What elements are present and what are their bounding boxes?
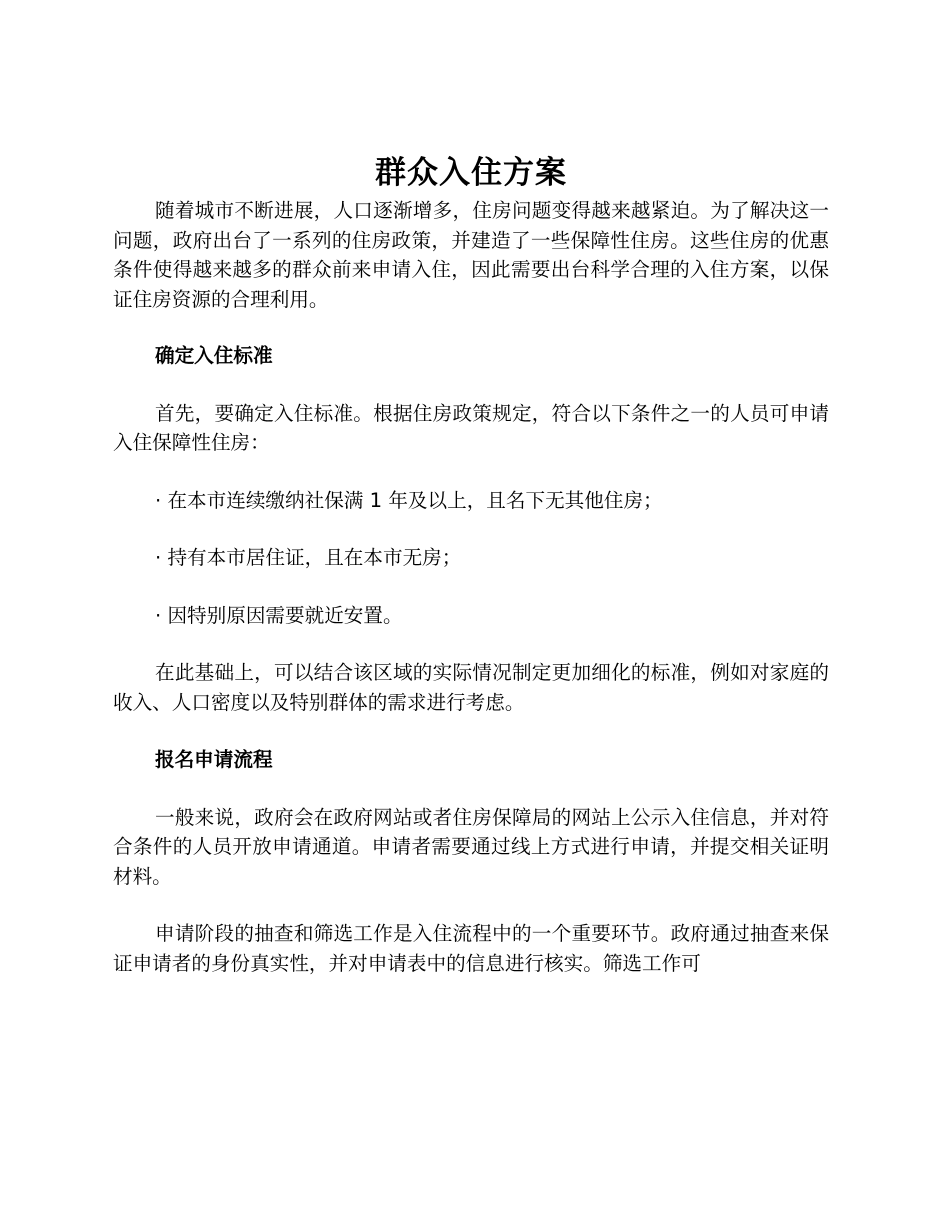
document-body xyxy=(113,150,829,978)
application-paragraph-2: 申请阶段的抽查和筛选工作是入住流程中的一个重要环节。政府通过抽查来保证申请者的身份真实性，并对申请表中的信息进行核实。筛选工作可 xyxy=(113,922,829,975)
criteria-bullet-item: · 在本市连续缴纳社保满 1 年及以上，且名下无其他住房； xyxy=(155,488,663,512)
spacer xyxy=(113,573,829,601)
spacer xyxy=(113,458,829,486)
spacer xyxy=(113,515,829,543)
spacer xyxy=(113,314,829,341)
criteria-bullet-item: · 持有本市居住证，且在本市无房； xyxy=(155,546,462,569)
criteria-bullet-item: · 因特别原因需要就近安置。 xyxy=(155,603,403,627)
application-paragraph-1: 一般来说，政府会在政府网站或者住房保障局的网站上公示入住信息，并对符合条件的人员开放申请通道。申请者需要通过线上方式进行申请，并提交相关证明材料。 xyxy=(113,805,829,888)
spacer xyxy=(113,775,829,803)
spacer xyxy=(113,630,829,658)
criteria-follow-paragraph: 在此基础上，可以结合该区域的实际情况制定更加细化的标准，例如对家庭的收入、人口密度以及特别群体的需求进行考虑。 xyxy=(113,661,829,714)
criteria-lead-paragraph: 首先，要确定入住标准。根据住房政策规定，符合以下条件之一的人员可申请入住保障性住房： xyxy=(113,401,829,454)
section-heading-criteria: 确定入住标准 xyxy=(155,344,273,367)
document-title: 群众入住方案 xyxy=(375,155,567,191)
spacer xyxy=(113,371,829,399)
spacer xyxy=(113,717,829,745)
section-heading-application: 报名申请流程 xyxy=(155,748,273,771)
spacer xyxy=(113,891,829,919)
intro-paragraph: 随着城市不断进展，人口逐渐增多，住房问题变得越来越紧迫。为了解决这一问题，政府出台了一系列的住房政策，并建造了一些保障性住房。这些住房的优惠条件使得越来越多的群众前来申请入住，因此需要出台科学合理的入住方案，以保证住房资源的合理利用。 xyxy=(113,199,829,311)
